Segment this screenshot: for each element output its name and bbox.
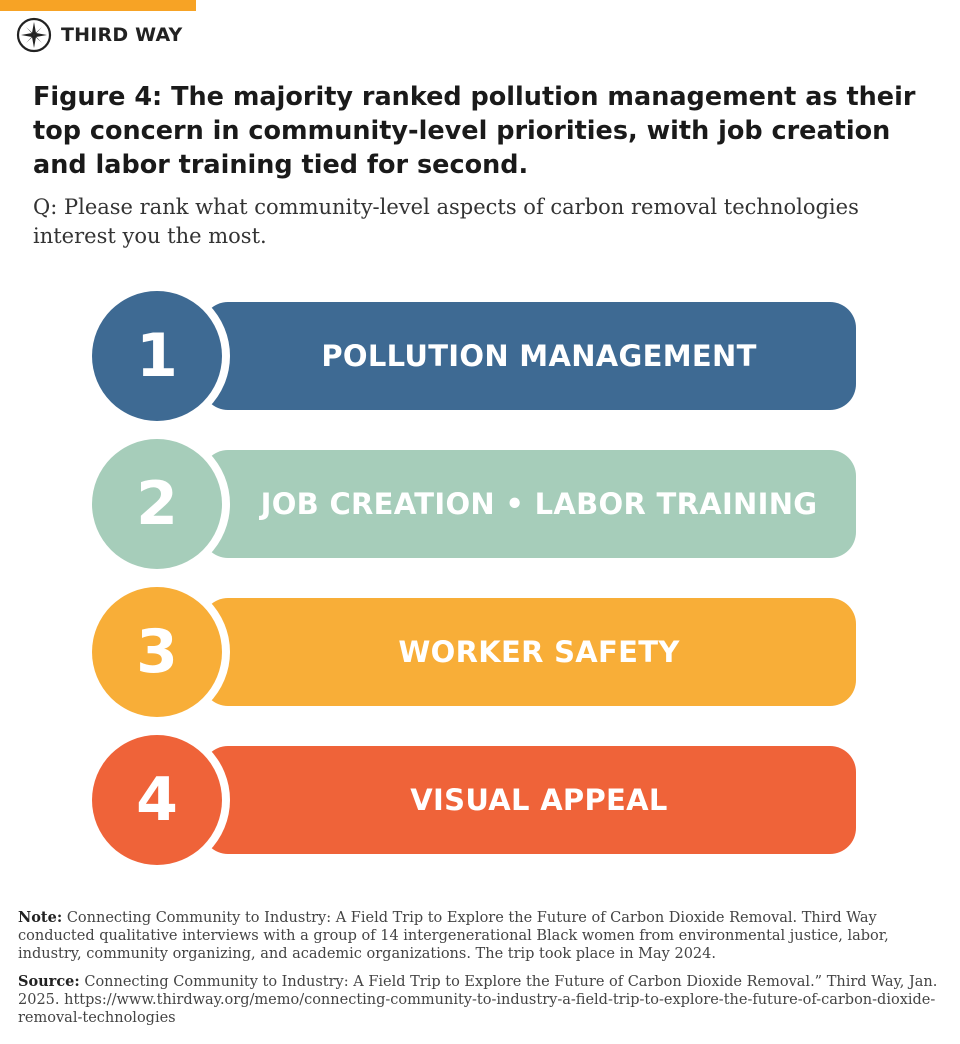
rank-circle-3 (92, 587, 222, 717)
rank-bar-3 (202, 598, 856, 706)
source-label: Source: (18, 973, 80, 990)
rank-row-4 (92, 735, 856, 865)
note (18, 909, 938, 963)
rank-label-2: JOB CREATION • LABOR TRAINING (260, 487, 818, 521)
rank-row-1 (92, 291, 856, 421)
rank-bar-2 (202, 450, 856, 558)
rank-label-3: WORKER SAFETY (398, 635, 680, 669)
source-text: Connecting Community to Industry: A Field Trip to Explore the Future of Carbon Dioxide Removal.” Third Way, Jan. 2025. https://www.thirdway.org/memo/connecting-community-to-industry-a-field-trip-to-explore-the-future-of-carbon-dioxide-removal-technologies (18, 974, 938, 1026)
figure-title: Figure 4: The majority ranked pollution management as their top concern in community-level priorities, with job creation and labor training tied for second. (33, 82, 916, 180)
rank-circle-1 (92, 291, 222, 421)
rank-number-3: 3 (136, 617, 178, 687)
rank-number-4: 4 (136, 765, 178, 835)
rank-circle-4 (92, 735, 222, 865)
note-text: Connecting Community to Industry: A Field Trip to Explore the Future of Carbon Dioxide Removal. Third Way conducted qualitative interviews with a group of 14 intergenerational Black women from environmental justice, labor, industry, community organizing, and academic organizations. The trip took place in May 2024. (18, 910, 889, 962)
figure-question: Q: Please rank what community-level aspects of carbon removal technologies interest you the most. (33, 195, 859, 248)
note-label: Note: (18, 909, 63, 926)
rank-row-3 (92, 587, 856, 717)
rank-circle-2 (92, 439, 222, 569)
rank-row-2 (92, 439, 856, 569)
top-accent-bar (0, 0, 196, 11)
source (18, 973, 938, 1027)
rank-number-1: 1 (136, 321, 178, 391)
footnotes (18, 909, 938, 1037)
rank-bar-4 (202, 746, 856, 854)
compass-star-icon (16, 17, 52, 53)
rank-number-2: 2 (136, 469, 178, 539)
rank-label-1: POLLUTION MANAGEMENT (321, 339, 757, 373)
rank-bar-1 (202, 302, 856, 410)
brand (16, 17, 183, 53)
brand-name: THIRD WAY (61, 24, 183, 46)
rank-label-4: VISUAL APPEAL (410, 783, 668, 817)
